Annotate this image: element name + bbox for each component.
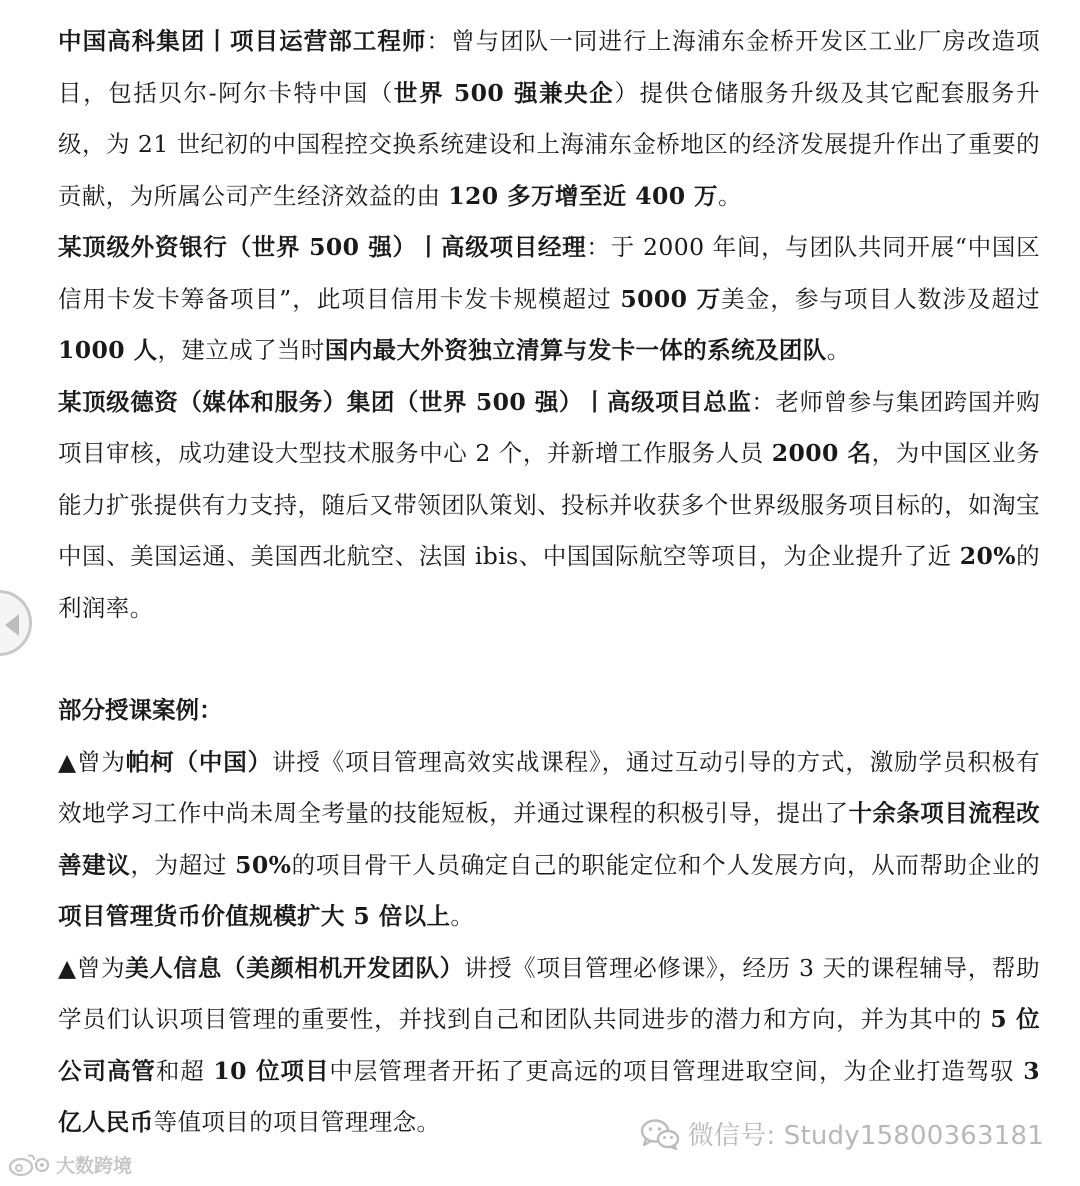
text-segment: 的利润率。	[58, 542, 1040, 622]
weibo-icon	[8, 1150, 52, 1178]
text-segment: 和超	[155, 1056, 214, 1085]
bold-text-segment: 美人信息（美颜相机开发团队）	[125, 953, 464, 982]
experience-list	[58, 16, 1040, 634]
text-segment: 的项目骨干人员确定自己的职能定位和个人发展方向，从而帮助企业的	[291, 850, 1040, 879]
bold-text-segment: 20%	[959, 542, 1016, 570]
bold-text-segment: 5 位公司高管	[58, 1005, 1040, 1085]
bold-text-segment: 50%	[235, 850, 292, 879]
bold-text-segment: 帕柯（中国）	[125, 747, 273, 776]
case-list	[58, 737, 1040, 1149]
bold-text-segment: 1000 人	[58, 336, 158, 364]
bold-text-segment: 2000 名	[771, 439, 872, 467]
spacer	[58, 634, 1040, 685]
bold-text-segment: 项目管理货币价值规模扩大 5 倍以上	[58, 902, 451, 930]
article-body	[58, 16, 1040, 1149]
bold-text-segment: 中国高科集团丨项目运营部工程师	[58, 27, 427, 55]
text-segment: 讲授《项目管理必修课》，经历 3 天的课程辅导，帮助学员们认识项目管理的重要性，并找到自己和团队共同进步的潜力和方向，并为其中的	[58, 953, 1040, 1033]
text-segment: ：于 2000 年间，与团队共同开展“中国区信用卡发卡筹备项目”，此项目信用卡发卡规模超过	[58, 233, 1040, 313]
section-title: 部分授课案例：	[58, 696, 223, 724]
case-paragraph-1	[58, 737, 1040, 943]
text-segment: ，为超过	[130, 850, 236, 879]
text-segment: 。	[450, 902, 475, 930]
text-segment: ：老师曾参与集团跨国并购项目审核，成功建设大型技术服务中心 2 个，并新增工作服务人员	[58, 387, 1040, 467]
experience-paragraph-3	[58, 377, 1040, 635]
weibo-name-text: 大数跨境	[56, 1154, 133, 1177]
bold-text-segment: 十余条项目流程改善建议	[58, 799, 1041, 879]
text-segment: 。	[717, 181, 742, 210]
weibo-watermark	[8, 1150, 132, 1178]
text-segment: 美金，参与项目人数涉及超过	[721, 284, 1040, 313]
left-arrow-icon	[3, 612, 23, 638]
text-segment: ▲曾为	[58, 747, 126, 776]
bold-text-segment: 120 多万增至近 400 万	[448, 181, 718, 210]
experience-paragraph-1	[58, 16, 1040, 222]
bold-text-segment: 5000 万	[620, 284, 722, 313]
bold-text-segment: 某顶级外资银行（世界 500 强）丨高级项目经理	[58, 233, 587, 261]
text-segment: 。	[826, 336, 851, 364]
text-segment: ：曾与团队一同进行上海浦东金桥开发区工业厂房改造项目，包括贝尔-阿尔卡特中国（	[58, 27, 1040, 107]
text-segment: ▲曾为	[58, 953, 126, 982]
wechat-watermark	[640, 1115, 1044, 1152]
bold-text-segment: 某顶级德资（媒体和服务）集团（世界 500 强）丨高级项目总监	[58, 387, 752, 416]
text-segment: 等值项目的项目管理理念。	[153, 1108, 441, 1136]
wechat-icon	[640, 1118, 680, 1150]
text-segment: 中层管理者开拓了更高远的项目管理进取空间，为企业打造驾驭	[329, 1056, 1024, 1085]
bold-text-segment: 世界 500 强兼央企	[393, 78, 615, 107]
text-segment: ，为中国区业务能力扩张提供有力支持，随后又带领团队策划、投标并收获多个世界级服务项目标的，如淘宝中国、美国运通、美国西北航空、法国 ibis、中国国际航空等项目，为企业提升了近	[58, 439, 1040, 570]
bold-text-segment: 10 位项目	[213, 1056, 330, 1085]
bold-text-segment: 国内最大外资独立清算与发卡一体的系统及团队	[324, 336, 827, 364]
text-segment: ）提供仓储服务升级及其它配套服务升级，为 21 世纪初的中国程控交换系统建设和上海浦东金桥地区的经济发展提升作出了重要的贡献，为所属公司产生经济效益的由	[58, 78, 1040, 210]
back-button[interactable]	[0, 590, 32, 656]
bold-text-segment: 3 亿人民币	[58, 1056, 1040, 1136]
experience-paragraph-2	[58, 222, 1040, 377]
text-segment: ，建立成了当时	[157, 336, 325, 364]
wechat-id-text: 微信号: Study15800363181	[687, 1121, 1044, 1151]
text-segment: 讲授《项目管理高效实战课程》，通过互动引导的方式，激励学员积极有效地学习工作中尚未周全考量的技能短板，并通过课程的积极引导，提出了	[58, 747, 1040, 827]
